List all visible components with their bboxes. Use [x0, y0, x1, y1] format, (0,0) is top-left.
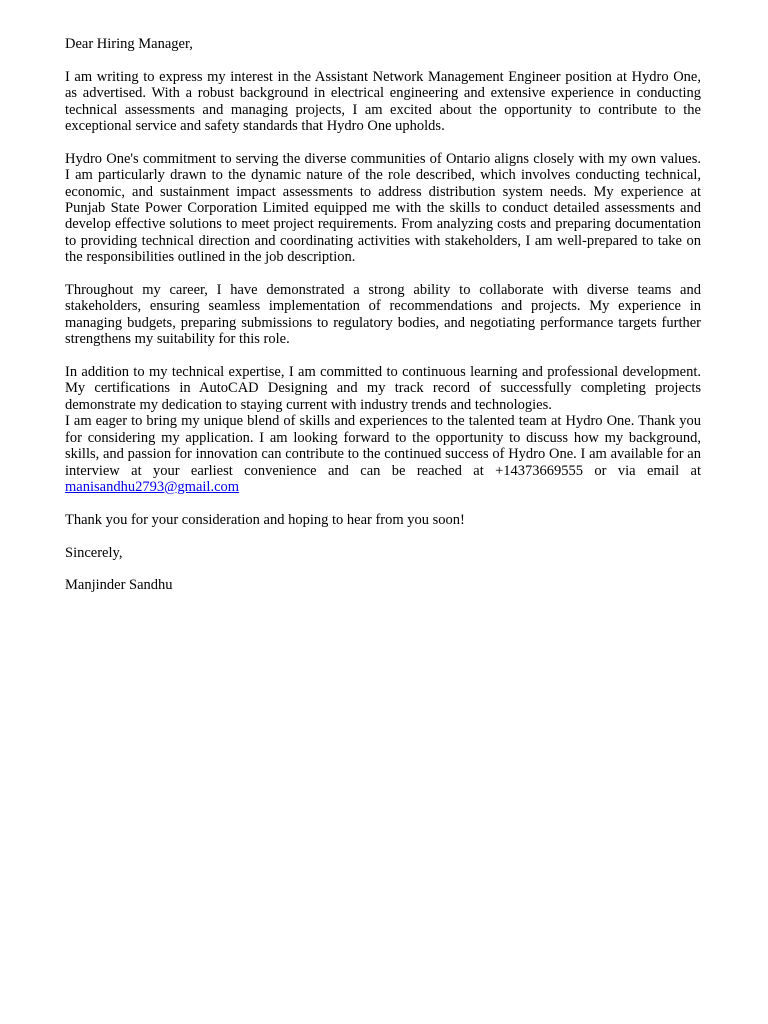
closing-line: Thank you for your consideration and hoping to hear from you soon! — [65, 511, 465, 528]
paragraph-collaboration: Throughout my career, I have demonstrated a strong ability to collaborate with diverse teams and stakeholders, ensuring seamless implementation of recommendations and projects. My experience in managing budgets, preparing submissions to regulatory bodies, and negotiating performance targets further strengthens my suitability for this role. — [65, 282, 701, 348]
cover-letter — [65, 36, 701, 610]
availability-text: I am eager to bring my unique blend of skills and experiences to the talented team at Hydro One. Thank you for considering my application. I am looking forward to the opportunity to discuss how my background, skills, and passion for innovation can contribute to the continued success of Hydro One. I am available for an interview at your earliest convenience and can be reached at +14373669555 or via email at — [65, 413, 701, 479]
salutation: Dear Hiring Manager, — [65, 36, 193, 52]
paragraph-introduction: I am writing to express my interest in the Assistant Network Management Engineer position at Hydro One, as advertised. With a robust background in electrical engineering and extensive experience in conducting technical assessments and managing projects, I am excited about the opportunity to contribute to the exceptional service and safety standards that Hydro One upholds. — [65, 68, 701, 135]
paragraph-learning: In addition to my technical expertise, I am committed to continuous learning and professional development. My certifications in AutoCAD Designing and my track record of successfully completing projects demonstrate my dedication to staying current with industry trends and technologies. — [65, 364, 701, 413]
signature-name: Manjinder Sandhu — [65, 577, 173, 594]
paragraph-availability — [65, 413, 701, 495]
paragraph-values-experience: Hydro One's commitment to serving the diverse communities of Ontario aligns closely with my own values. I am particularly drawn to the dynamic nature of the role described, which involves conducting technical, economic, and sustainment impact assessments to address distribution system needs. My experience at Punjab State Power Corporation Limited equipped me with the skills to conduct detailed assessments and develop effective solutions to meet project requirements. From analyzing costs and preparing documentation to providing technical direction and coordinating activities with stakeholders, I am well-prepared to take on the responsibilities outlined in the job description. — [65, 150, 701, 266]
sign-off: Sincerely, — [65, 544, 123, 561]
email-link[interactable]: manisandhu2793@gmail.com — [65, 478, 240, 495]
